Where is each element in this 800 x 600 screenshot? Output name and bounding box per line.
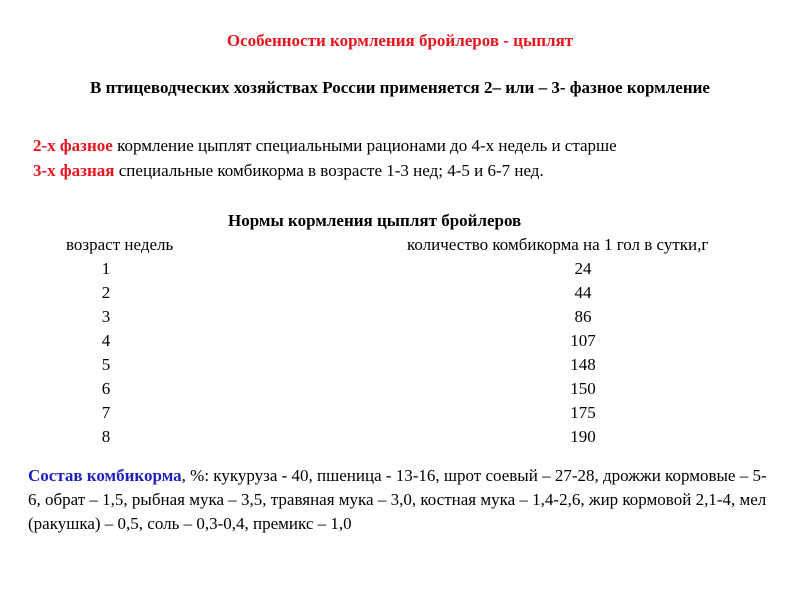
table-cell-age: 8: [101, 427, 111, 446]
phase-3-text: специальные комбикорма в возрасте 1-3 нед; 4-5 и 6-7 нед.: [114, 161, 544, 180]
table-row: [0, 379, 800, 403]
phase-3-line: [33, 161, 544, 181]
table-cell-quantity: 190: [570, 427, 596, 446]
table-row: [0, 355, 800, 379]
table-cell-quantity: 44: [574, 283, 592, 302]
column-header-age: возраст недель: [66, 235, 174, 254]
phase-2-line: [33, 136, 617, 156]
table-cell-quantity: 24: [574, 259, 592, 278]
table-cell-age: 4: [101, 331, 111, 350]
table-cell-quantity: 150: [570, 379, 596, 398]
table-cell-quantity: 107: [570, 331, 596, 350]
table-cell-quantity: 86: [574, 307, 592, 326]
feed-composition-text: , %: кукуруза - 40, пшеница - 13-16, шрот соевый – 27-28, дрожжи кормовые – 5-6, обрат – 1,5, рыбная мука – 3,5, травяная мука – 3,0, костная мука – 1,4-2,6, жир кормовой 2,1-4, мел (ракушка) – 0,5, соль – 0,3-0,4, премикс – 1,0: [28, 466, 767, 533]
table-row: [0, 331, 800, 355]
table-cell-age: 2: [101, 283, 111, 302]
table-row: [0, 283, 800, 307]
phase-2-label: 2-х фазное: [33, 136, 113, 155]
feed-composition-label: Состав комбикорма: [28, 466, 182, 485]
feed-composition-paragraph: [28, 464, 773, 536]
table-cell-age: 5: [101, 355, 111, 374]
norms-table-title: Нормы кормления цыплят бройлеров: [228, 211, 522, 230]
table-cell-age: 7: [101, 403, 111, 422]
table-cell-age: 3: [101, 307, 111, 326]
table-cell-quantity: 175: [570, 403, 596, 422]
column-header-quantity: количество комбикорма на 1 гол в сутки,г: [407, 235, 709, 254]
table-cell-age: 6: [101, 379, 111, 398]
table-row: [0, 427, 800, 451]
phase-3-label: 3-х фазная: [33, 161, 115, 180]
phase-2-text: кормление цыплят специальными рационами до 4-х недель и старше: [112, 136, 617, 155]
table-row: [0, 403, 800, 427]
table-cell-age: 1: [101, 259, 111, 278]
table-row: [0, 259, 800, 283]
slide-title: Особенности кормления бройлеров - цыплят: [226, 31, 574, 50]
slide-subtitle: В птицеводческих хозяйствах России применяется 2– или – 3- фазное кормление: [90, 78, 710, 97]
table-row: [0, 307, 800, 331]
table-cell-quantity: 148: [570, 355, 596, 374]
